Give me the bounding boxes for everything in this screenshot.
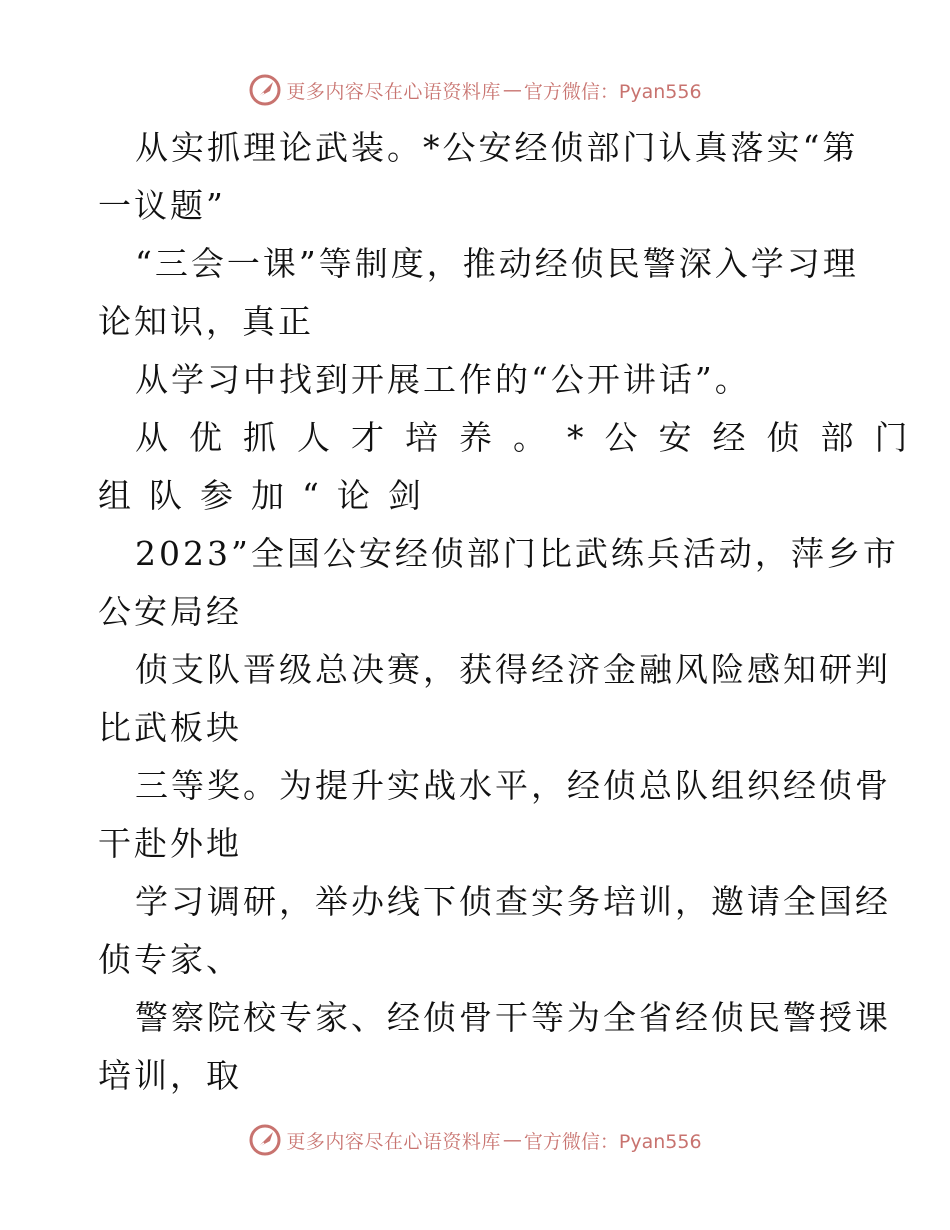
text-line: 公安局经 (98, 592, 242, 631)
text-line: 从实抓理论武装。*公安经侦部门认真落实“第 (135, 128, 859, 167)
text-line: 三等奖。为提升实战水平，经侦总队组织经侦骨 (135, 766, 891, 805)
text-line: 2023”全国公安经侦部门比武练兵活动，萍乡市 (135, 534, 899, 573)
text-line: 论知识，真正 (98, 302, 314, 341)
text-line: 一议题” (98, 186, 226, 225)
watermark-separator: — (502, 1129, 522, 1151)
text-line: 学习调研，举办线下侦查实务培训，邀请全国经 (135, 882, 891, 921)
watermark-contact: 官方微信：Pyan556 (523, 80, 702, 103)
watermark-brand: 更多内容尽在心语资料库 (286, 80, 501, 103)
text-line: 比武板块 (98, 708, 242, 747)
text-line: “三会一课”等制度，推动经侦民警深入学习理 (135, 244, 859, 283)
text-line: 组队参加“论剑 (98, 476, 439, 515)
text-line: 警察院校专家、经侦骨干等为全省经侦民警授课 (135, 998, 891, 1037)
watermark-contact: 官方微信：Pyan556 (523, 1130, 702, 1153)
quill-logo-icon (248, 1123, 282, 1157)
quill-logo-icon (248, 73, 282, 107)
header-watermark (0, 70, 950, 110)
footer-watermark (0, 1120, 950, 1160)
text-line: 从学习中找到开展工作的“公开讲话”。 (135, 360, 751, 399)
watermark-brand: 更多内容尽在心语资料库 (286, 1130, 501, 1153)
watermark-separator: — (502, 79, 522, 101)
text-line: 侦支队晋级总决赛，获得经济金融风险感知研判 (135, 650, 891, 689)
text-line: 培训，取 (98, 1056, 242, 1095)
text-line: 干赴外地 (98, 824, 242, 863)
text-line: 侦专家、 (98, 940, 242, 979)
text-line: 从优抓人才培养。*公安经侦部门 (135, 418, 929, 457)
